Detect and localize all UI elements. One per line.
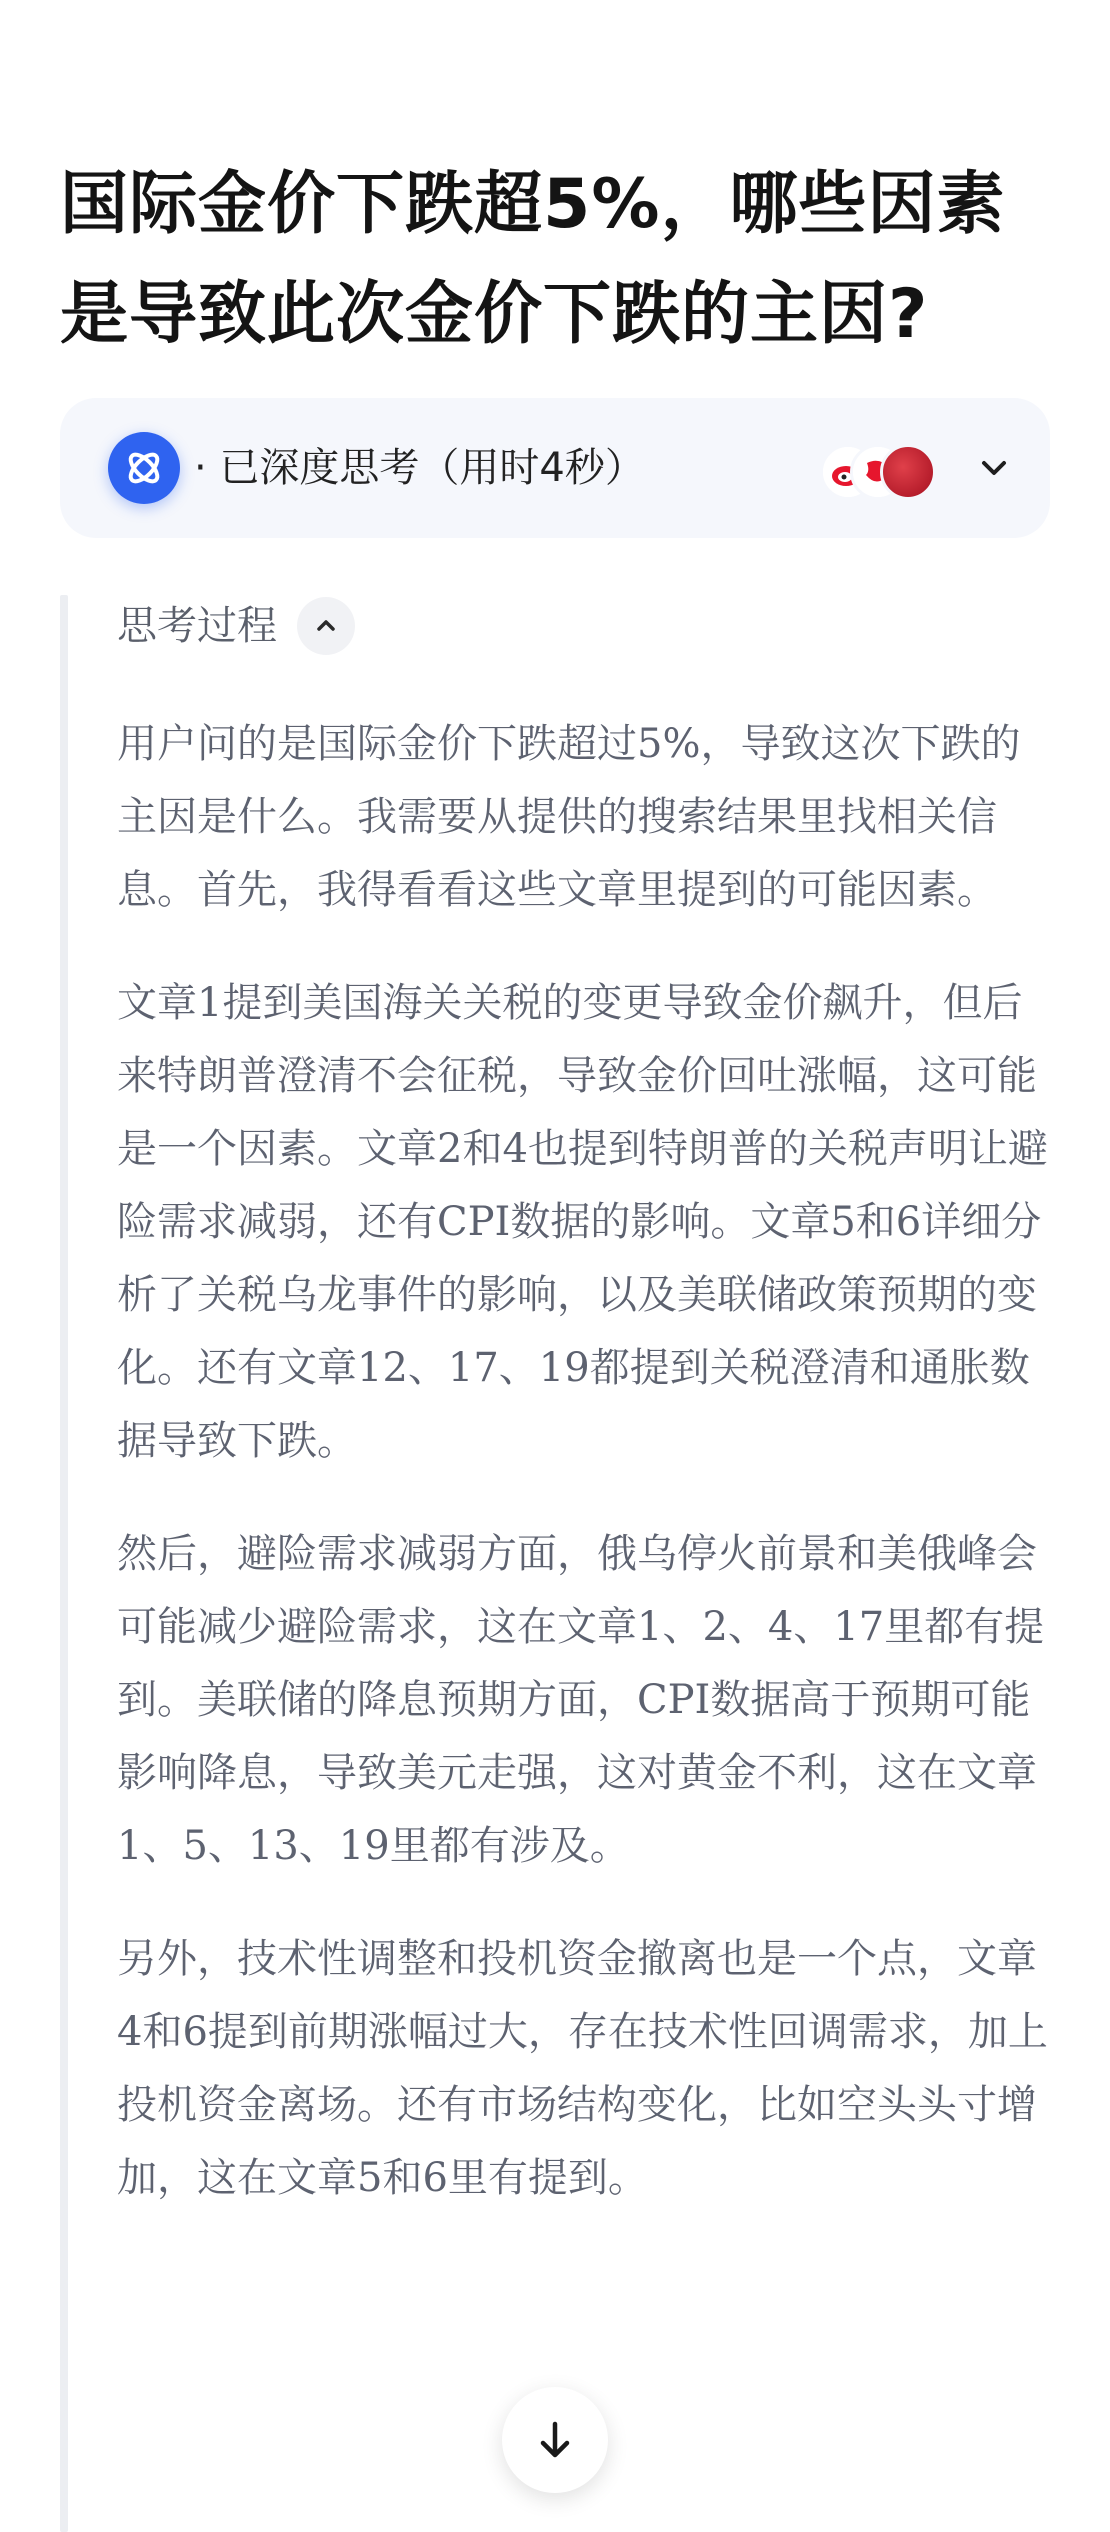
chevron-up-icon[interactable]: [297, 597, 355, 655]
arrow-down-icon: [533, 2418, 577, 2462]
deep-thinking-card[interactable]: [60, 398, 1050, 538]
thought-paragraph: 用户问的是国际金价下跌超过5%，导致这次下跌的主因是什么。我需要从提供的搜索结果里找相关信息。首先，我得看看这些文章里提到的可能因素。: [117, 721, 1021, 913]
thought-process-header[interactable]: [117, 596, 355, 656]
news-icon: [880, 444, 936, 500]
thought-paragraph: 文章1提到美国海关关税的变更导致金价飙升，但后来特朗普澄清不会征税，导致金价回吐涨幅，这可能是一个因素。文章2和4也提到特朗普的关税声明让避险需求减弱，还有CPI数据的影响。文章5和6详细分析了关税乌龙事件的影响，以及美联储政策预期的变化。还有文章12、17、19都提到关税澄清和通胀数据导致下跌。: [117, 980, 1048, 1464]
deepseek-logo-icon: [108, 432, 180, 504]
thought-process-content: [117, 708, 1055, 2255]
scroll-to-bottom-button[interactable]: [502, 2387, 608, 2493]
thought-paragraph: 另外，技术性调整和投机资金撤离也是一个点，文章4和6提到前期涨幅过大，存在技术性回调需求，加上投机资金离场。还有市场结构变化，比如空头头寸增加，这在文章5和6里有提到。: [117, 1936, 1048, 2201]
thinking-status: · 已深度思考（用时4秒）: [194, 445, 645, 491]
source-avatars[interactable]: [820, 438, 950, 498]
chevron-down-icon[interactable]: [968, 442, 1020, 494]
thought-process-border: [60, 595, 68, 2532]
question-title: 国际金价下跌超5%，哪些因素是导致此次金价下跌的主因?: [60, 165, 1006, 354]
thought-paragraph: 然后，避险需求减弱方面，俄乌停火前景和美俄峰会可能减少避险需求，这在文章1、2、4、17里都有提到。美联储的降息预期方面，CPI数据高于预期可能影响降息，导致美元走强，这对黄金不利，这在文章1、5、13、19里都有涉及。: [117, 1531, 1045, 1869]
thought-process-label: 思考过程: [117, 603, 277, 649]
